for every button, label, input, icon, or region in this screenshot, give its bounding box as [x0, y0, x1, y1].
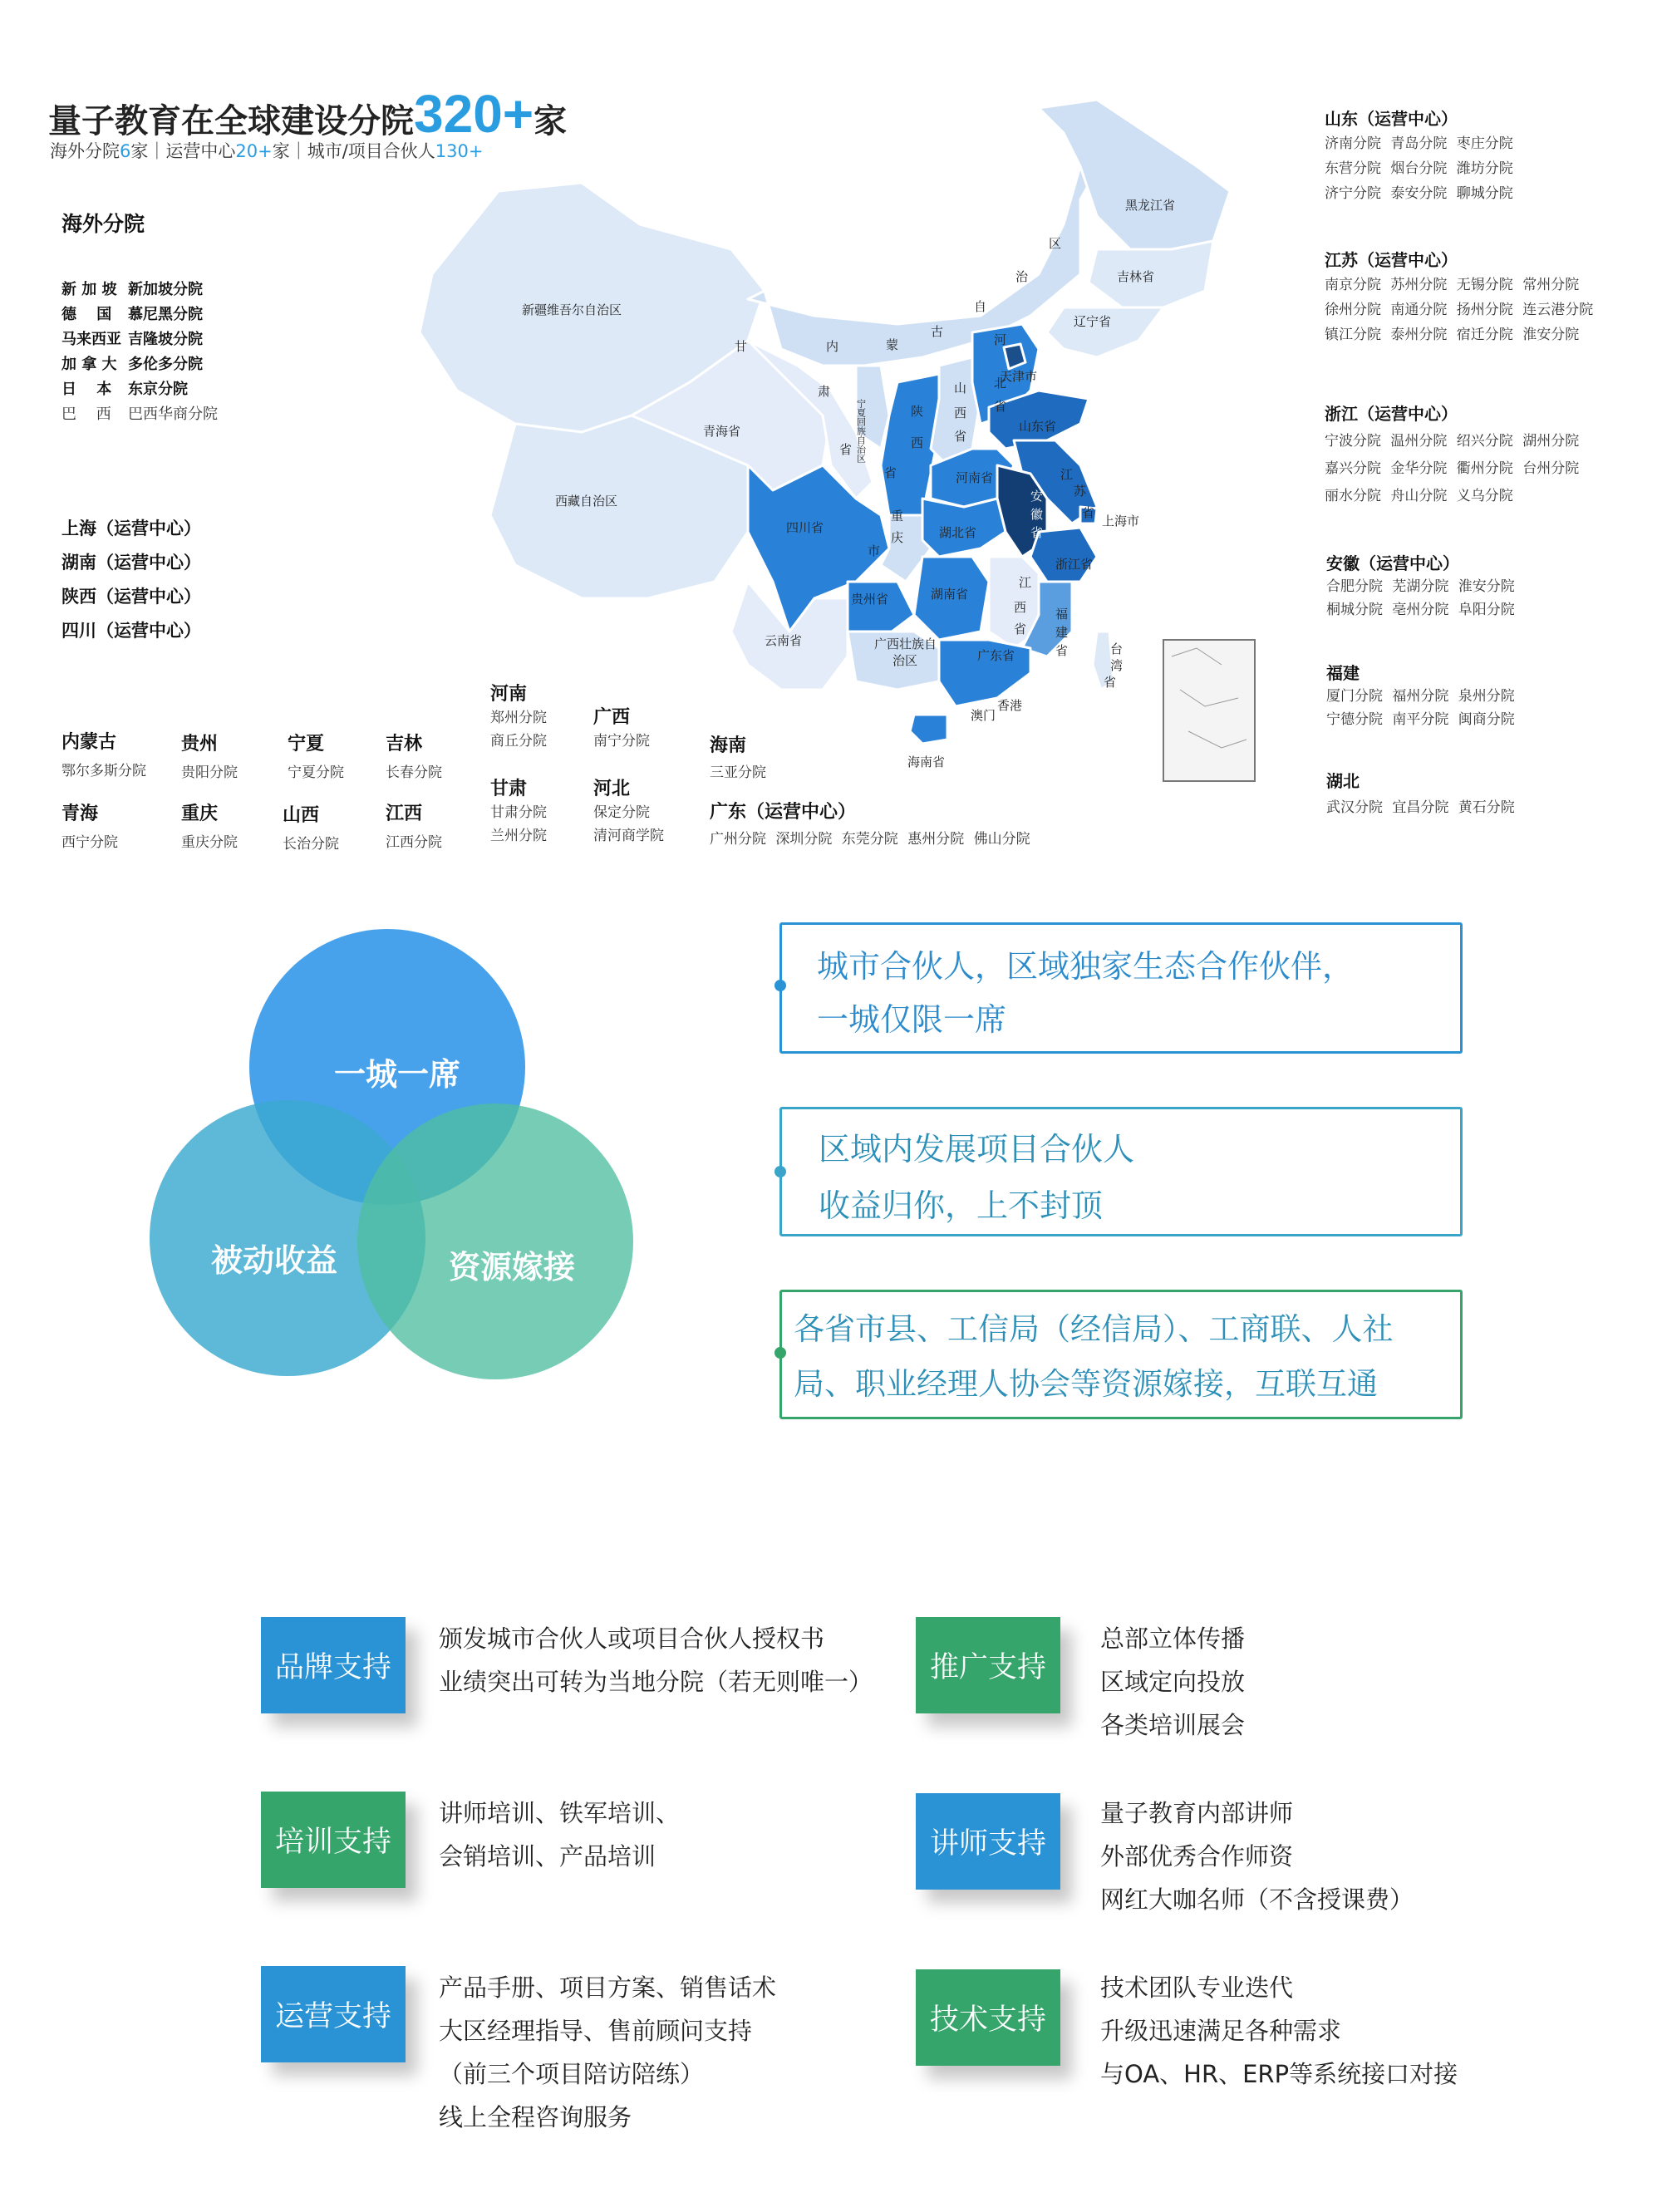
label-shanxi-1: 山	[954, 381, 967, 396]
china-map	[382, 91, 1263, 789]
label-macau: 澳门	[971, 708, 996, 723]
label-guangdong: 广东省	[977, 648, 1015, 663]
label-sichuan: 四川省	[786, 520, 824, 535]
label-hubei: 湖北省	[939, 525, 977, 540]
overseas-row: 德 国 慕尼黑分院	[61, 306, 203, 323]
label-shaanxi-3: 省	[884, 465, 897, 480]
bullet-dot	[774, 1166, 786, 1177]
label-shandong: 山东省	[1019, 419, 1057, 434]
region-hainan	[910, 715, 947, 744]
branch-group: 江苏（运营中心） 南京分院 苏州分院 无锡分院 常州分院 徐州分院 南通分院 扬州分院 连云港分院 镇江分院 泰州分院 宿迁分院 淮安分院	[1325, 250, 1594, 343]
label-shanghai: 上海市	[1102, 514, 1140, 528]
label-liaoning: 辽宁省	[1074, 314, 1112, 329]
branch-group: 贵州 贵阳分院	[181, 734, 238, 781]
bullet-dot	[774, 1347, 786, 1359]
branch-group: 江西 江西分院	[386, 804, 442, 851]
label-chongqing-3: 市	[868, 543, 881, 558]
feature-box: 各省市县、工信局（经信局）、工商联、人社 局、职业经理人协会等资源嫁接，互联互通	[779, 1290, 1463, 1419]
overseas-row: 日 本 东京分院	[61, 381, 188, 398]
branch-group: 广东（运营中心） 广州分院 深圳分院 东莞分院 惠州分院 佛山分院	[710, 802, 1030, 848]
label-gansu-1: 甘	[735, 339, 748, 354]
label-hainan: 海南省	[907, 755, 946, 769]
label-chongqing-2: 庆	[891, 530, 904, 545]
label-hebei-1: 河	[994, 332, 1007, 347]
branch-group: 福建 厦门分院 福州分院 泉州分院 宁德分院 南平分院 闽商分院	[1326, 663, 1515, 728]
overseas-row: 巴 西 巴西华商分院	[61, 406, 218, 423]
label-xizang: 西藏自治区	[555, 494, 618, 509]
ops-center-list	[61, 512, 201, 648]
label-neimenggu-4: 自	[974, 299, 987, 314]
label-shaanxi-2: 西	[911, 435, 924, 450]
branch-group: 浙江（运营中心） 宁波分院 温州分院 绍兴分院 湖州分院 嘉兴分院 金华分院 衢州分院 台州分院 丽水分院 舟山分院 义乌分院	[1325, 404, 1580, 504]
label-jilin: 吉林省	[1117, 269, 1155, 284]
branch-group: 河南 郑州分院 商丘分院	[490, 684, 547, 750]
ops-center: 四川（运营中心）	[61, 621, 201, 641]
label-shaanxi-1: 陕	[911, 404, 924, 419]
label-taiwan-2: 湾	[1110, 658, 1124, 673]
tech-support-badge: 技术支持	[916, 1969, 1060, 2066]
promotion-support-badge: 推广支持	[916, 1617, 1060, 1713]
branch-group: 山东（运营中心） 济南分院 青岛分院 枣庄分院 东营分院 烟台分院 潍坊分院 济宁分院 泰安分院 聊城分院	[1325, 109, 1513, 202]
label-chongqing-1: 重	[891, 509, 904, 524]
label-yunnan: 云南省	[765, 633, 803, 648]
branch-group: 重庆 重庆分院	[181, 804, 238, 851]
label-gansu-3: 省	[839, 442, 853, 457]
branch-group: 内蒙古 鄂尔多斯分院	[61, 732, 146, 779]
label-guangxi-2: 治区	[892, 653, 918, 668]
lecturer-support-lines: 量子教育内部讲师 外部优秀合作师资 网红大咖名师（不含授课费）	[1100, 1799, 1414, 1914]
label-anhui-2: 徽	[1030, 507, 1044, 522]
operation-support-badge: 运营支持	[261, 1966, 406, 2062]
label-ningxia: 宁夏回族自治区	[855, 399, 867, 463]
venn-circle-right	[357, 1104, 633, 1379]
training-support-lines: 讲师培训、铁军培训、 会销培训、产品培训	[439, 1799, 681, 1870]
brand-support-badge: 品牌支持	[261, 1617, 406, 1713]
venn-label-right: 资源嫁接	[448, 1249, 576, 1285]
page-title: 量子教育在全球建设分院320+家	[48, 84, 568, 144]
branch-group: 海南 三亚分院	[710, 735, 766, 781]
bullet-dot	[774, 980, 786, 991]
label-anhui-3: 省	[1030, 525, 1044, 540]
branch-group: 山西 长治分院	[283, 805, 339, 853]
overseas-heading: 海外分院	[61, 212, 145, 236]
branch-count: 320+	[414, 84, 534, 144]
label-taiwan-1: 台	[1110, 641, 1124, 656]
branch-group: 宁夏 宁夏分院	[288, 734, 344, 781]
south-china-sea-inset	[1163, 640, 1255, 781]
label-fujian-2: 建	[1055, 625, 1069, 640]
training-support-badge: 培训支持	[261, 1792, 406, 1888]
branch-group: 甘肃 甘肃分院 兰州分院	[490, 779, 547, 844]
feature-box: 城市合伙人，区域独家生态合作伙伴， 一城仅限一席	[779, 922, 1463, 1054]
ops-center: 陕西（运营中心）	[61, 587, 201, 607]
label-hebei-2: 北	[994, 376, 1007, 391]
branch-group: 广西 南宁分院	[593, 707, 650, 750]
branch-group: 安徽（运营中心） 合肥分院 芜湖分院 淮安分院 桐城分院 亳州分院 阜阳分院	[1326, 553, 1515, 618]
label-guizhou: 贵州省	[851, 592, 889, 607]
overseas-row: 新 加 坡 新加坡分院	[61, 281, 203, 298]
label-qinghai: 青海省	[703, 424, 741, 439]
label-jiangsu-3: 省	[1082, 505, 1095, 520]
header-subtitle: 海外分院6家｜运营中心20+家｜城市/项目合伙人130+	[50, 141, 484, 161]
promotion-support-lines: 总部立体传播 区域定向投放 各类培训展会	[1100, 1625, 1246, 1739]
label-neimenggu-6: 区	[1049, 236, 1062, 251]
label-neimenggu-2: 蒙	[886, 337, 899, 352]
label-hebei-3: 省	[994, 399, 1007, 414]
branch-group: 吉林 长春分院	[386, 734, 442, 781]
label-gansu-2: 肃	[818, 384, 831, 399]
branch-group: 河北 保定分院 清河商学院	[593, 779, 664, 844]
feature-box: 区域内发展项目合伙人 收益归你，上不封顶	[779, 1107, 1463, 1236]
label-xinjiang: 新疆维吾尔自治区	[522, 302, 622, 317]
label-neimenggu-1: 内	[826, 339, 839, 354]
label-taiwan-3: 省	[1104, 675, 1117, 690]
label-hongkong: 香港	[997, 698, 1023, 713]
overseas-row: 加 拿 大 多伦多分院	[61, 356, 203, 373]
label-jiangxi-2: 西	[1014, 600, 1027, 615]
venn-label-left: 被动收益	[210, 1242, 338, 1279]
label-jiangxi-1: 江	[1019, 575, 1032, 590]
overseas-list	[61, 278, 218, 427]
venn-label-top: 一城一席	[333, 1056, 461, 1093]
ops-center: 湖南（运营中心）	[61, 553, 201, 573]
label-henan: 河南省	[956, 470, 994, 485]
branch-group: 湖北 武汉分院 宜昌分院 黄石分院	[1326, 771, 1515, 816]
label-jiangsu-2: 苏	[1074, 484, 1087, 499]
tech-support-lines: 技术团队专业迭代 升级迅速满足各种需求 与OA、HR、ERP等系统接口对接	[1100, 1974, 1458, 2088]
label-shanxi-3: 省	[954, 429, 967, 444]
label-tianjin: 天津市	[1000, 369, 1038, 384]
overseas-row: 马来西亚 吉隆坡分院	[61, 331, 203, 348]
label-jiangsu-1: 江	[1060, 467, 1074, 482]
operation-support-lines: 产品手册、项目方案、销售话术 大区经理指导、售前顾问支持 （前三个项目陪访陪练） 线上全程咨询服务	[439, 1974, 777, 2131]
label-zhejiang: 浙江省	[1055, 557, 1094, 572]
brand-support-lines: 颁发城市合伙人或项目合伙人授权书 业绩突出可转为当地分院（若无则唯一）	[439, 1625, 873, 1696]
label-neimenggu-5: 治	[1015, 269, 1029, 284]
label-fujian-3: 省	[1055, 643, 1069, 658]
label-shanxi-2: 西	[954, 406, 967, 420]
label-neimenggu-3: 古	[931, 324, 944, 339]
label-guangxi-1: 广西壮族自	[874, 637, 937, 651]
label-fujian-1: 福	[1055, 607, 1069, 622]
label-jiangxi-3: 省	[1014, 622, 1027, 637]
lecturer-support-badge: 讲师支持	[916, 1793, 1060, 1890]
label-hunan: 湖南省	[931, 587, 969, 602]
branch-group: 青海 西宁分院	[61, 804, 118, 851]
label-anhui-1: 安	[1030, 489, 1044, 504]
ops-center: 上海（运营中心）	[61, 519, 201, 538]
label-heilongjiang: 黑龙江省	[1125, 198, 1176, 213]
venn-diagram	[133, 922, 648, 1413]
